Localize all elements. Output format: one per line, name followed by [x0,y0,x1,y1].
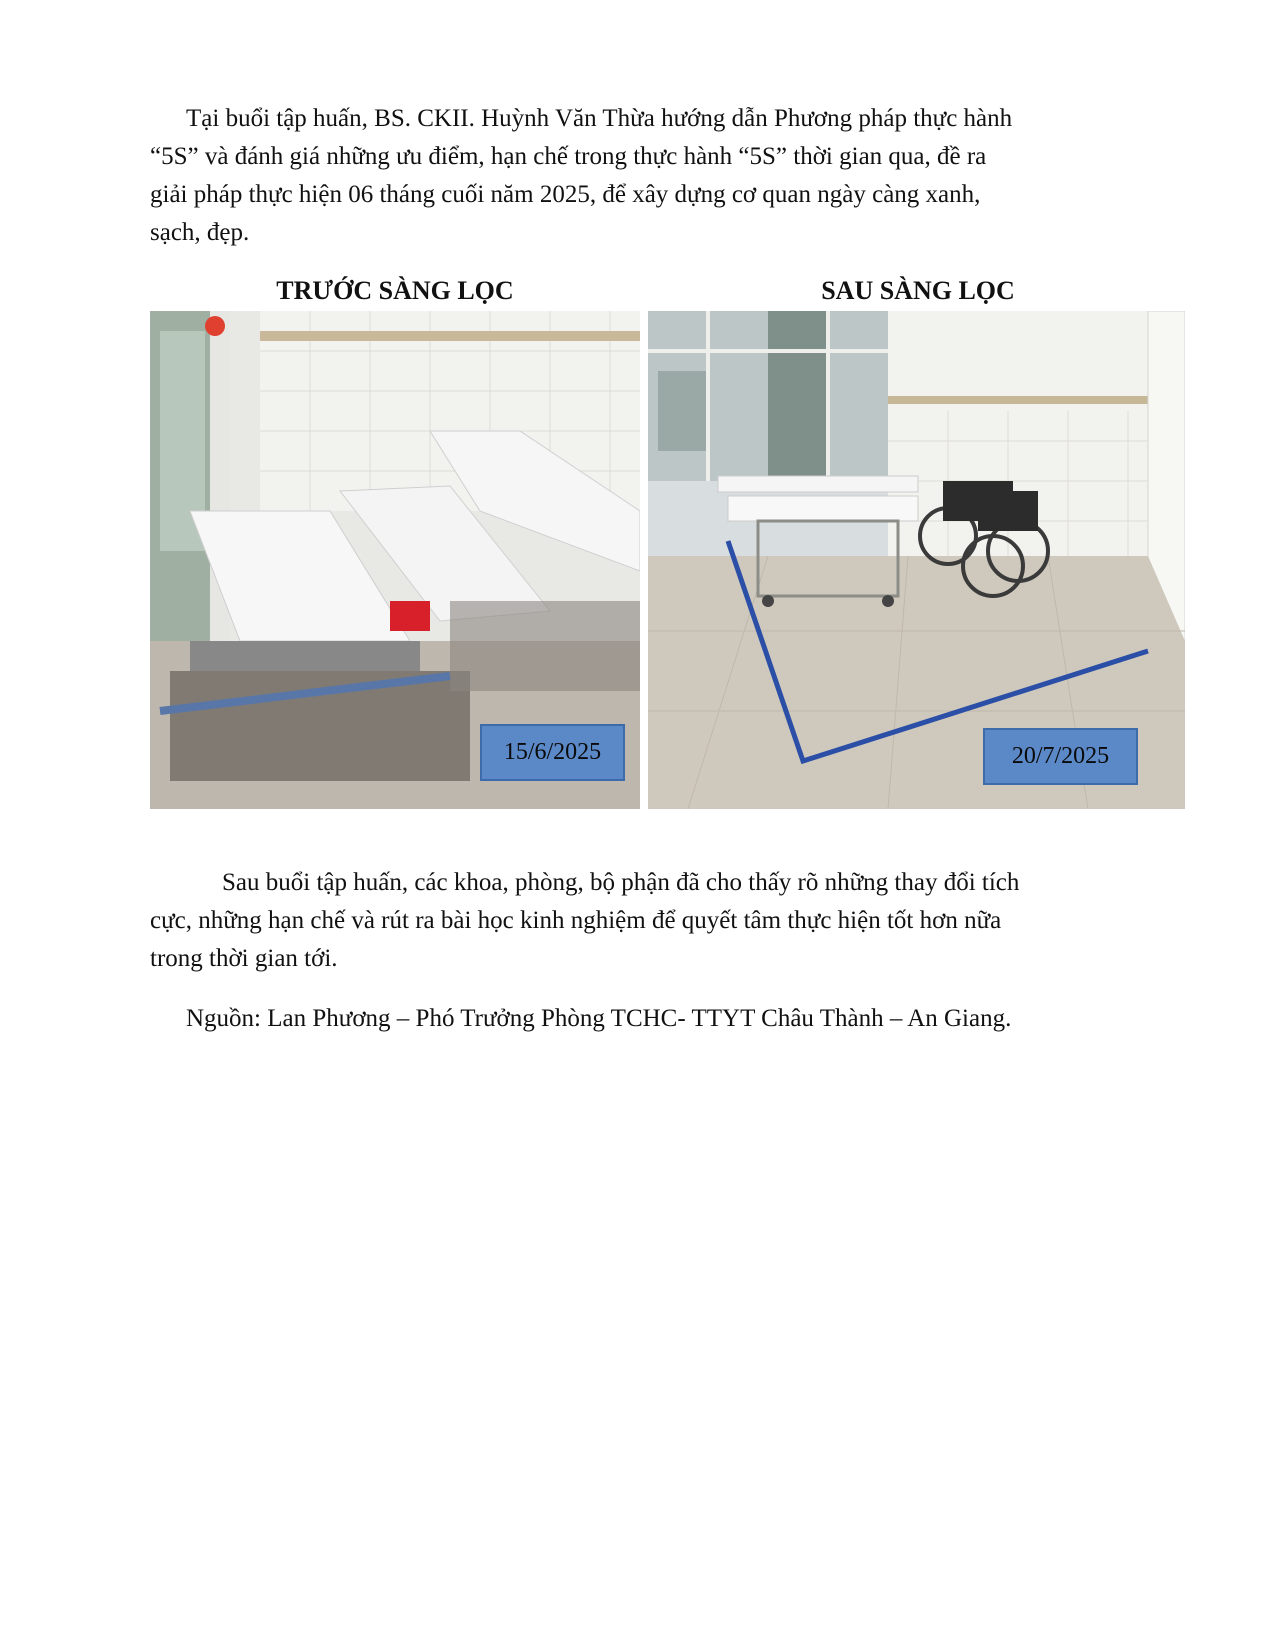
intro-paragraph [150,100,1170,252]
intro-line: giải pháp thực hiện 06 tháng cuối năm 2025, để xây dựng cơ quan ngày càng xanh, [150,181,981,208]
after-date-label: 20/7/2025 [983,728,1138,785]
summary-paragraph [150,864,1170,978]
intro-line: Tại buổi tập huấn, BS. CKII. Huỳnh Văn Thừa hướng dẫn Phương pháp thực hành [186,105,1013,132]
after-photo [648,311,1185,809]
intro-line: “5S” và đánh giá những ưu điểm, hạn chế trong thực hành “5S” thời gian qua, đề ra [150,143,987,170]
source-line: Nguồn: Lan Phương – Phó Trưởng Phòng TCHC- TTYT Châu Thành – An Giang. [186,1005,1012,1032]
before-date-label: 15/6/2025 [480,724,625,781]
summary-line: Sau buổi tập huấn, các khoa, phòng, bộ phận đã cho thấy rõ những thay đổi tích [222,869,1020,896]
after-caption: SAU SÀNG LỌC [821,276,1015,305]
summary-line: cực, những hạn chế và rút ra bài học kinh nghiệm để quyết tâm thực hiện tốt hơn nữa [150,907,1002,934]
summary-line: trong thời gian tới. [150,945,338,972]
before-photo [150,311,640,809]
intro-line: sạch, đẹp. [150,219,250,246]
before-caption: TRƯỚC SÀNG LỌC [276,276,514,305]
